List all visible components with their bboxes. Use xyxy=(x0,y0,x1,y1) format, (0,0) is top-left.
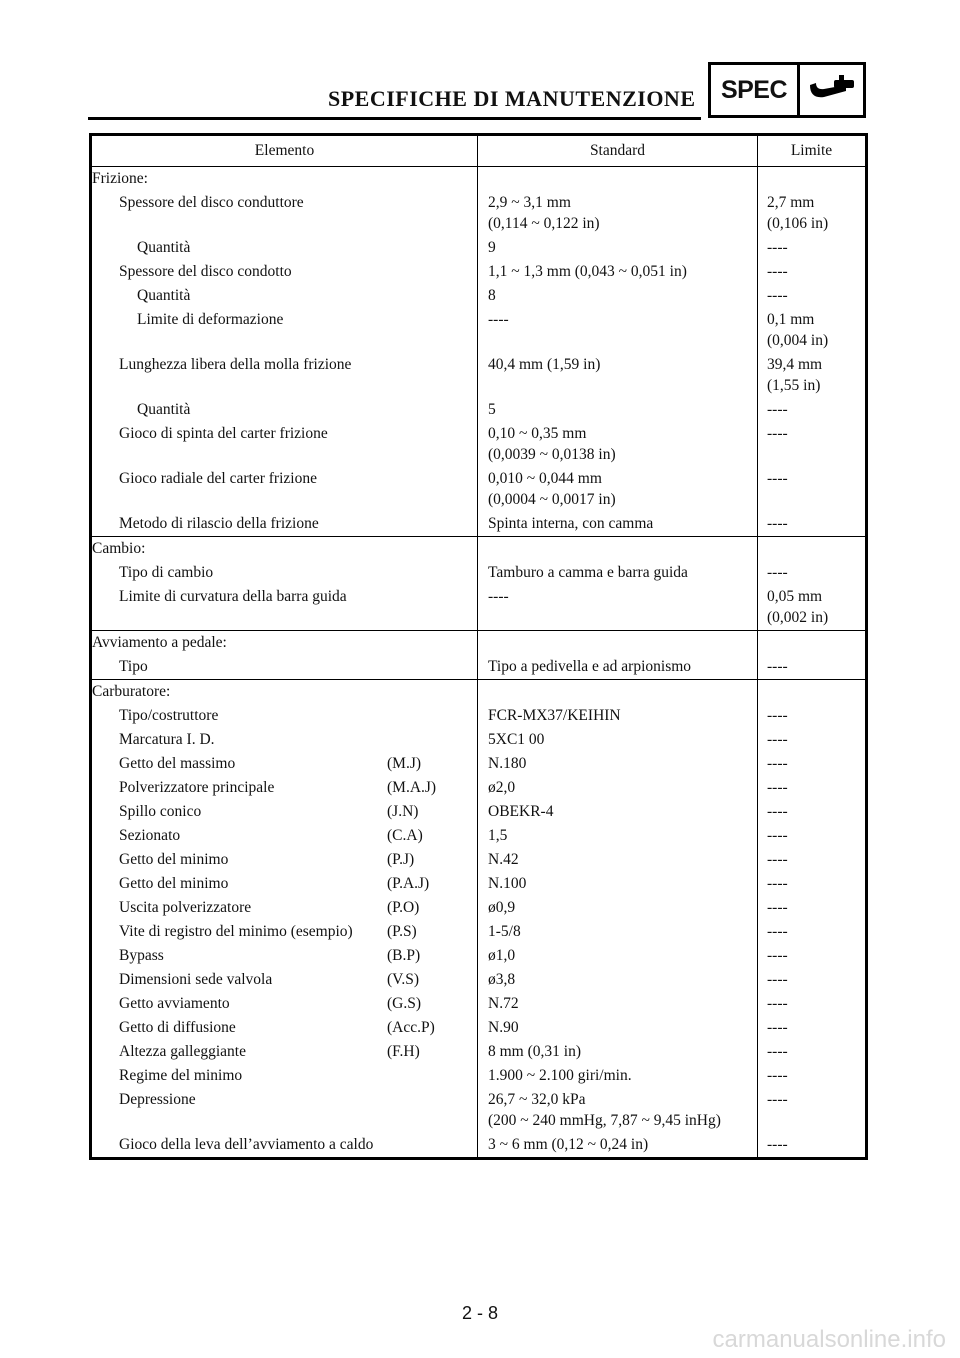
item-cell xyxy=(92,968,478,992)
item-cell xyxy=(92,353,478,398)
item-label: Lunghezza libera della molla frizione xyxy=(119,356,352,373)
limit-cell xyxy=(758,1040,865,1064)
table-row xyxy=(92,284,865,308)
item-code: (F.H) xyxy=(387,1043,420,1060)
table-row xyxy=(92,236,865,260)
item-code: (C.A) xyxy=(387,827,423,844)
limit-value: ---- xyxy=(767,1091,788,1108)
item-cell xyxy=(92,467,478,512)
limit-cell xyxy=(758,353,865,398)
standard-cell xyxy=(478,800,758,824)
limit-cell xyxy=(758,1088,865,1133)
item-cell xyxy=(92,704,478,728)
item-label: Gioco di spinta del carter frizione xyxy=(119,425,328,442)
page-title: SPECIFICHE DI MANUTENZIONE xyxy=(328,86,696,111)
standard-value: N.72 xyxy=(488,995,519,1012)
item-label: Bypass xyxy=(119,947,164,964)
item-cell xyxy=(92,191,478,236)
group-title-row xyxy=(92,680,865,704)
table-row xyxy=(92,561,865,585)
standard-cell xyxy=(478,512,758,536)
table-row xyxy=(92,872,865,896)
limit-value: ---- xyxy=(767,971,788,988)
standard-cell xyxy=(478,872,758,896)
limit-cell xyxy=(758,896,865,920)
item-code: (M.J) xyxy=(387,755,422,772)
item-cell xyxy=(92,728,478,752)
standard-value: N.90 xyxy=(488,1019,519,1036)
standard-cell xyxy=(478,968,758,992)
group-title: Carburatore: xyxy=(92,680,478,704)
standard-value: ø3,8 xyxy=(488,971,516,988)
standard-value: (200 ~ 240 mmHg, 7,87 ~ 9,45 inHg) xyxy=(488,1112,721,1129)
item-cell xyxy=(92,1016,478,1040)
standard-value: 1.900 ~ 2.100 giri/min. xyxy=(488,1067,632,1084)
item-label: Gioco della leva dell’avviamento a caldo xyxy=(119,1136,374,1153)
item-label: Quantità xyxy=(137,239,191,256)
table-row xyxy=(92,728,865,752)
item-cell xyxy=(92,800,478,824)
item-cell xyxy=(92,1133,478,1157)
standard-cell xyxy=(478,236,758,260)
limit-value: ---- xyxy=(767,899,788,916)
standard-cell xyxy=(478,1016,758,1040)
table-row xyxy=(92,512,865,536)
limit-cell xyxy=(758,848,865,872)
item-label: Regime del minimo xyxy=(119,1067,243,1084)
standard-value: N.180 xyxy=(488,755,527,772)
standard-value: Tipo a pedivella e ad arpionismo xyxy=(488,658,692,675)
limit-cell xyxy=(758,561,865,585)
item-cell xyxy=(92,308,478,353)
limit-cell xyxy=(758,1133,865,1157)
item-label: Getto del minimo xyxy=(119,851,229,868)
standard-cell xyxy=(478,776,758,800)
limit-value: ---- xyxy=(767,1019,788,1036)
item-label: Altezza galleggiante xyxy=(119,1043,246,1060)
standard-cell xyxy=(478,1133,758,1157)
standard-cell xyxy=(478,704,758,728)
standard-value: OBEKR-4 xyxy=(488,803,554,820)
standard-value: ø2,0 xyxy=(488,779,516,796)
table-row xyxy=(92,1088,865,1133)
standard-cell xyxy=(478,398,758,422)
limit-value: ---- xyxy=(767,564,788,581)
limit-value: ---- xyxy=(767,401,788,418)
standard-value: ø1,0 xyxy=(488,947,516,964)
table-row xyxy=(92,353,865,398)
group-title-row xyxy=(92,167,865,191)
standard-value: ---- xyxy=(488,588,509,605)
item-label: Getto avviamento xyxy=(119,995,230,1012)
item-label: Spessore del disco condotto xyxy=(119,263,292,280)
standard-value: N.42 xyxy=(488,851,519,868)
standard-cell xyxy=(478,920,758,944)
standard-value: Spinta interna, con camma xyxy=(488,515,654,532)
item-label: Depressione xyxy=(119,1091,196,1108)
group-title: Avviamento a pedale: xyxy=(92,631,478,655)
standard-cell xyxy=(478,752,758,776)
table-row xyxy=(92,467,865,512)
limit-cell xyxy=(758,728,865,752)
standard-value: 26,7 ~ 32,0 kPa xyxy=(488,1091,586,1108)
limit-value: ---- xyxy=(767,1136,788,1153)
limit-value: ---- xyxy=(767,1043,788,1060)
limit-value: ---- xyxy=(767,827,788,844)
item-label: Getto di diffusione xyxy=(119,1019,236,1036)
limit-value: 0,05 mm xyxy=(767,588,823,605)
limit-value: (0,002 in) xyxy=(767,609,829,626)
limit-cell xyxy=(758,920,865,944)
table-row xyxy=(92,800,865,824)
table-row xyxy=(92,824,865,848)
item-cell xyxy=(92,824,478,848)
spec-table xyxy=(89,133,868,1160)
item-cell xyxy=(92,585,478,630)
standard-value: 1,5 xyxy=(488,827,508,844)
item-cell xyxy=(92,896,478,920)
item-cell xyxy=(92,920,478,944)
table-body xyxy=(92,167,865,1157)
standard-cell xyxy=(478,353,758,398)
limit-cell xyxy=(758,776,865,800)
item-label: Getto del minimo xyxy=(119,875,229,892)
group-title: Frizione: xyxy=(92,167,478,191)
limit-cell xyxy=(758,752,865,776)
limit-value: ---- xyxy=(767,263,788,280)
limit-cell xyxy=(758,467,865,512)
limit-cell xyxy=(758,308,865,353)
standard-value: ø0,9 xyxy=(488,899,516,916)
standard-cell xyxy=(478,561,758,585)
standard-cell xyxy=(478,422,758,467)
limit-value: ---- xyxy=(767,515,788,532)
item-cell xyxy=(92,284,478,308)
standard-value: 40,4 mm (1,59 in) xyxy=(488,356,601,373)
item-code: (J.N) xyxy=(387,803,419,820)
table-group xyxy=(92,537,865,631)
standard-value: 3 ~ 6 mm (0,12 ~ 0,24 in) xyxy=(488,1136,649,1153)
standard-value: Tamburo a camma e barra guida xyxy=(488,564,688,581)
column-header-standard: Standard xyxy=(478,136,758,166)
item-code: (B.P) xyxy=(387,947,421,964)
item-label: Uscita polverizzatore xyxy=(119,899,252,916)
table-row xyxy=(92,585,865,630)
limit-value: 2,7 mm xyxy=(767,194,815,211)
standard-cell xyxy=(478,585,758,630)
limit-value: ---- xyxy=(767,875,788,892)
table-row xyxy=(92,944,865,968)
spec-badge-label: SPEC xyxy=(711,65,800,115)
limit-value: (0,106 in) xyxy=(767,215,829,232)
column-header-limite: Limite xyxy=(790,142,833,159)
standard-value: (0,0004 ~ 0,0017 in) xyxy=(488,491,616,508)
limit-cell xyxy=(758,422,865,467)
limit-value: ---- xyxy=(767,755,788,772)
table-row xyxy=(92,848,865,872)
limit-cell xyxy=(758,260,865,284)
page-number: 2 - 8 xyxy=(461,1303,499,1323)
standard-value: (0,114 ~ 0,122 in) xyxy=(488,215,600,232)
column-header-elemento: Elemento xyxy=(92,136,478,166)
standard-cell xyxy=(478,848,758,872)
item-label: Gioco radiale del carter frizione xyxy=(119,470,317,487)
limit-cell xyxy=(758,1064,865,1088)
item-label: Metodo di rilascio della frizione xyxy=(119,515,319,532)
table-row xyxy=(92,260,865,284)
limit-value: ---- xyxy=(767,239,788,256)
item-cell xyxy=(92,944,478,968)
standard-value: N.100 xyxy=(488,875,527,892)
limit-cell xyxy=(758,800,865,824)
item-code: (V.S) xyxy=(387,971,420,988)
table-group xyxy=(92,167,865,537)
standard-cell xyxy=(478,284,758,308)
group-title: Cambio: xyxy=(92,537,478,561)
item-cell xyxy=(92,398,478,422)
item-cell xyxy=(92,422,478,467)
item-label: Limite di deformazione xyxy=(137,311,284,328)
item-label: Getto del massimo xyxy=(119,755,236,772)
table-row xyxy=(92,920,865,944)
item-label: Spessore del disco conduttore xyxy=(119,194,304,211)
limit-value: ---- xyxy=(767,803,788,820)
limit-value: ---- xyxy=(767,923,788,940)
group-title-row xyxy=(92,631,865,655)
item-code: (Acc.P) xyxy=(387,1019,435,1036)
table-row xyxy=(92,1064,865,1088)
standard-value: 8 xyxy=(488,287,496,304)
item-cell xyxy=(92,561,478,585)
limit-cell xyxy=(758,992,865,1016)
standard-cell xyxy=(478,1088,758,1133)
limit-cell xyxy=(758,284,865,308)
item-label: Marcatura I. D. xyxy=(119,731,215,748)
standard-value: 1-5/8 xyxy=(488,923,521,940)
item-cell xyxy=(92,1040,478,1064)
limit-value: ---- xyxy=(767,1067,788,1084)
wrench-icon xyxy=(800,65,863,115)
table-row xyxy=(92,752,865,776)
item-code: (M.A.J) xyxy=(387,779,437,796)
item-label: Quantità xyxy=(137,287,191,304)
standard-cell xyxy=(478,467,758,512)
standard-cell xyxy=(478,1040,758,1064)
standard-cell xyxy=(478,992,758,1016)
limit-cell xyxy=(758,1016,865,1040)
item-cell xyxy=(92,992,478,1016)
limit-value: ---- xyxy=(767,779,788,796)
table-row xyxy=(92,896,865,920)
limit-value: ---- xyxy=(767,707,788,724)
group-title-row xyxy=(92,537,865,561)
limit-cell xyxy=(758,872,865,896)
item-label: Spillo conico xyxy=(119,803,202,820)
item-cell xyxy=(92,1064,478,1088)
spec-badge xyxy=(708,62,866,118)
standard-value: 0,010 ~ 0,044 mm xyxy=(488,470,602,487)
item-label: Quantità xyxy=(137,401,191,418)
table-row xyxy=(92,308,865,353)
standard-cell xyxy=(478,824,758,848)
standard-cell xyxy=(478,728,758,752)
table-group xyxy=(92,631,865,680)
limit-cell xyxy=(758,655,865,679)
limit-value: ---- xyxy=(767,425,788,442)
item-code: (P.J) xyxy=(387,851,415,868)
table-row xyxy=(92,655,865,679)
table-row xyxy=(92,992,865,1016)
limit-value: (0,004 in) xyxy=(767,332,829,349)
item-cell xyxy=(92,776,478,800)
standard-value: (0,0039 ~ 0,0138 in) xyxy=(488,446,616,463)
table-row xyxy=(92,191,865,236)
item-code: (P.S) xyxy=(387,923,417,940)
item-label: Tipo xyxy=(119,658,148,675)
watermark: carmanualsonline.info xyxy=(712,1326,946,1353)
item-label: Polverizzatore principale xyxy=(119,779,275,796)
standard-value: 5XC1 00 xyxy=(488,731,545,748)
limit-cell xyxy=(758,512,865,536)
item-cell xyxy=(92,655,478,679)
item-label: Limite di curvatura della barra guida xyxy=(119,588,347,605)
standard-cell xyxy=(478,260,758,284)
item-cell xyxy=(92,260,478,284)
standard-value: FCR-MX37/KEIHIN xyxy=(488,707,621,724)
limit-cell xyxy=(758,704,865,728)
limit-value: 0,1 mm xyxy=(767,311,815,328)
table-row xyxy=(92,704,865,728)
item-code: (P.A.J) xyxy=(387,875,430,892)
table-row xyxy=(92,1040,865,1064)
standard-cell xyxy=(478,191,758,236)
item-code: (G.S) xyxy=(387,995,422,1012)
table-group xyxy=(92,680,865,1157)
limit-cell xyxy=(758,968,865,992)
limit-cell xyxy=(758,398,865,422)
limit-cell xyxy=(758,944,865,968)
limit-value: ---- xyxy=(767,995,788,1012)
item-label: Dimensioni sede valvola xyxy=(119,971,273,988)
limit-cell xyxy=(758,236,865,260)
limit-value: ---- xyxy=(767,947,788,964)
standard-cell xyxy=(478,896,758,920)
standard-value: 2,9 ~ 3,1 mm xyxy=(488,194,571,211)
item-cell xyxy=(92,1088,478,1133)
standard-value: 8 mm (0,31 in) xyxy=(488,1043,581,1060)
title-underline xyxy=(88,117,701,120)
limit-value: ---- xyxy=(767,731,788,748)
limit-value: 39,4 mm xyxy=(767,356,823,373)
limit-cell xyxy=(758,191,865,236)
table-row xyxy=(92,968,865,992)
limit-value: ---- xyxy=(767,287,788,304)
limit-value: ---- xyxy=(767,658,788,675)
item-label: Vite di registro del minimo (esempio) xyxy=(119,923,353,940)
item-label: Tipo/costruttore xyxy=(119,707,219,724)
standard-cell xyxy=(478,655,758,679)
limit-value: ---- xyxy=(767,470,788,487)
item-cell xyxy=(92,236,478,260)
item-code: (P.O) xyxy=(387,899,420,916)
item-label: Tipo di cambio xyxy=(119,564,214,581)
standard-value: ---- xyxy=(488,311,509,328)
limit-cell xyxy=(758,824,865,848)
item-cell xyxy=(92,752,478,776)
standard-value: 1,1 ~ 1,3 mm (0,043 ~ 0,051 in) xyxy=(488,263,687,280)
limit-cell xyxy=(758,585,865,630)
standard-cell xyxy=(478,1064,758,1088)
table-row xyxy=(92,776,865,800)
table-row xyxy=(92,1133,865,1157)
table-row xyxy=(92,1016,865,1040)
standard-value: 5 xyxy=(488,401,496,418)
limit-value: ---- xyxy=(767,851,788,868)
table-header xyxy=(92,136,865,167)
table-row xyxy=(92,398,865,422)
standard-value: 9 xyxy=(488,239,496,256)
limit-value: (1,55 in) xyxy=(767,377,821,394)
table-row xyxy=(92,422,865,467)
item-cell xyxy=(92,872,478,896)
item-cell xyxy=(92,848,478,872)
standard-cell xyxy=(478,308,758,353)
item-cell xyxy=(92,512,478,536)
item-label: Sezionato xyxy=(119,827,181,844)
standard-cell xyxy=(478,944,758,968)
standard-value: 0,10 ~ 0,35 mm xyxy=(488,425,587,442)
